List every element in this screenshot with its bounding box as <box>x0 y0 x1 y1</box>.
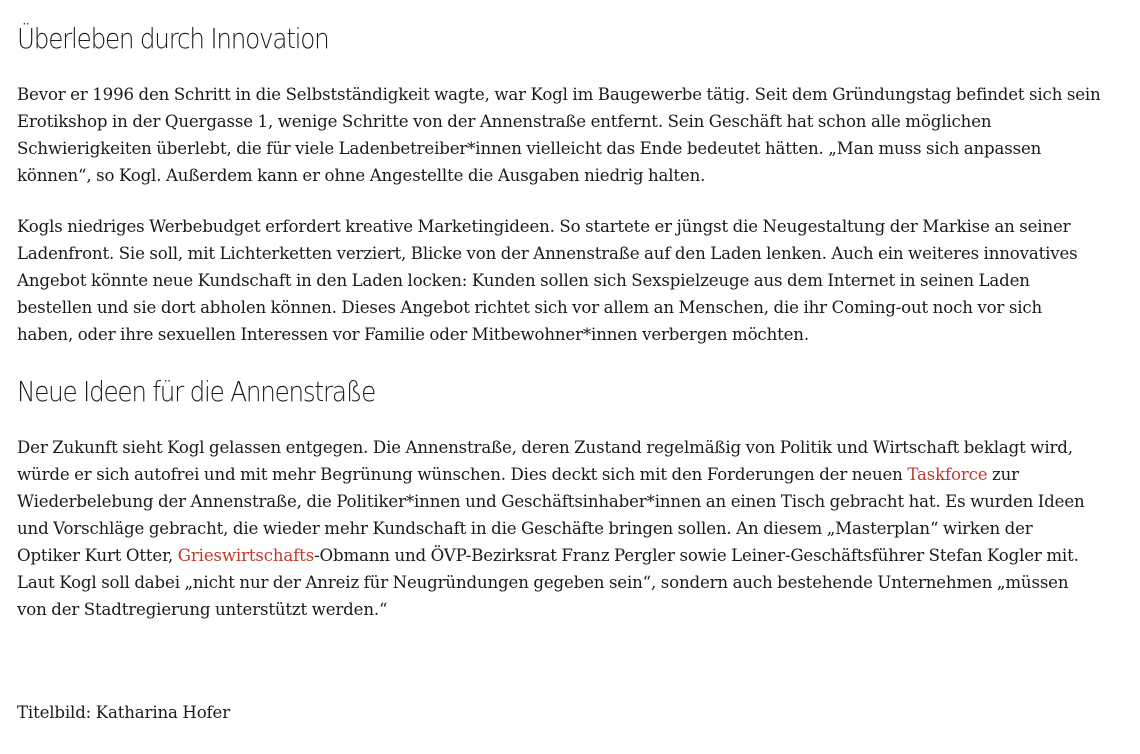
paragraph-line: können“, so Kogl. Außerdem kann er ohne Angestellte die Ausgaben niedrig halten. <box>17 166 706 185</box>
paragraph-line <box>17 461 1127 488</box>
paragraph-future <box>17 434 1127 623</box>
paragraph-line: Der Zukunft sieht Kogl gelassen entgegen. Die Annenstraße, deren Zustand regelmäßig von Politik und Wirtschaft beklagt wird, <box>17 438 1073 457</box>
photo-credit: Titelbild: Katharina Hofer <box>17 703 230 722</box>
taskforce-link[interactable]: Taskforce <box>907 465 988 484</box>
text-segment: Optiker Kurt Otter, <box>17 546 178 565</box>
section-heading-innovation: Überleben durch Innovation <box>17 22 329 55</box>
paragraph-line: Wiederbelebung der Annenstraße, die Politiker*innen und Geschäftsinhaber*innen an einen Tisch gebracht hat. Es wurden Ideen <box>17 492 1085 511</box>
paragraph-line: Angebot könnte neue Kundschaft in den Laden locken: Kunden sollen sich Sexspielzeuge aus dem Internet in seinen Laden <box>17 271 1030 290</box>
text-segment: würde er sich autofrei und mit mehr Begrünung wünschen. Dies deckt sich mit den Forderungen der neuen <box>17 465 908 484</box>
paragraph-line: von der Stadtregierung unterstützt werden.“ <box>17 600 388 619</box>
paragraph-line: haben, oder ihre sexuellen Interessen vor Familie oder Mitbewohner*innen verbergen möchten. <box>17 325 809 344</box>
paragraph-line: bestellen und sie dort abholen können. Dieses Angebot richtet sich vor allem an Menschen, die ihr Coming-out noch vor sich <box>17 298 1043 317</box>
paragraph-line: Erotikshop in der Quergasse 1, wenige Schritte von der Annenstraße entfernt. Sein Geschäft hat schon alle möglichen <box>17 112 992 131</box>
paragraph-line: Schwierigkeiten überlebt, die für viele Ladenbetreiber*innen vielleicht das Ende bedeutet hätten. „Man muss sich anpassen <box>17 139 1042 158</box>
text-segment: -Obmann und ÖVP-Bezirksrat Franz Pergler sowie Leiner-Geschäftsführer Stefan Kogler mit. <box>314 546 1079 565</box>
paragraph-history <box>17 81 1127 189</box>
section-heading-ideas: Neue Ideen für die Annenstraße <box>17 375 376 408</box>
text-segment: zur <box>987 465 1019 484</box>
grieswirtschaft-link[interactable]: Grieswirtschafts <box>177 546 315 565</box>
paragraph-line: Laut Kogl soll dabei „nicht nur der Anreiz für Neugründungen gegeben sein“, sondern auch bestehende Unternehmen „müssen <box>17 573 1069 592</box>
paragraph-line: Kogls niedriges Werbebudget erfordert kreative Marketingideen. So startete er jüngst die Neugestaltung der Markise an seiner <box>17 217 1071 236</box>
paragraph-line: Bevor er 1996 den Schritt in die Selbstständigkeit wagte, war Kogl im Baugewerbe tätig. Seit dem Gründungstag befindet sich sein <box>17 85 1101 104</box>
paragraph-line: Ladenfront. Sie soll, mit Lichterketten verziert, Blicke von der Annenstraße auf den Laden lenken. Auch ein weiteres innovatives <box>17 244 1078 263</box>
paragraph-line <box>17 542 1127 569</box>
paragraph-line: und Vorschläge gebracht, die wieder mehr Kundschaft in die Geschäfte bringen sollen. An diesem „Masterplan“ wirken der <box>17 519 1033 538</box>
paragraph-marketing <box>17 213 1127 348</box>
